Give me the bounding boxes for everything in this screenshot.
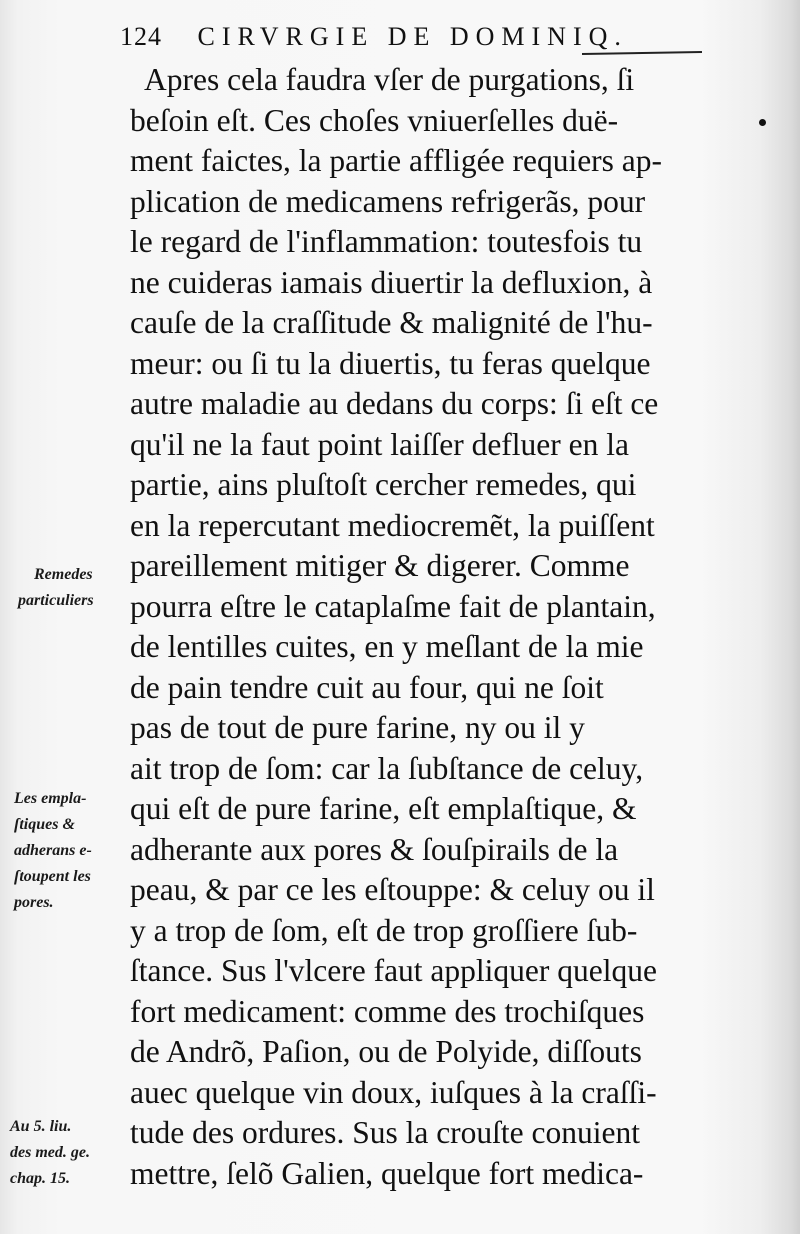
margin-note-reference xyxy=(10,1114,90,1192)
body-line: beſoin eſt. Ces choſes vniuerſelles duë- xyxy=(130,102,619,138)
body-line: en la repercutant mediocremẽt, la puiſſent xyxy=(130,507,655,543)
margin-note-line: chap. 15. xyxy=(10,1170,70,1187)
margin-note-line: Au 5. liu. xyxy=(10,1118,72,1135)
running-header xyxy=(120,22,720,56)
body-line: ment faictes, la partie affligée requiers ap- xyxy=(130,143,663,178)
body-line: ſtance. Sus l'vlcere faut appliquer quelque xyxy=(130,953,657,988)
body-line: autre maladie au dedans du corps: ſi eſt ce xyxy=(130,386,659,421)
body-line: qu'il ne la faut point laiſſer defluer en la xyxy=(130,426,629,462)
margin-note-line: particuliers xyxy=(18,592,94,609)
title-underline xyxy=(582,51,702,55)
page-number: 124 xyxy=(120,22,162,51)
body-line: de pain tendre cuit au four, qui ne ſoit xyxy=(130,669,604,705)
body-line: adherante aux pores & ſouſpirails de la xyxy=(130,831,619,867)
body-line: qui eſt de pure farine, eſt emplaſtique, & xyxy=(130,791,637,826)
body-line: pourra eſtre le cataplaſme fait de plantain, xyxy=(130,588,656,624)
margin-note-remedes xyxy=(18,562,94,614)
body-line: fort medicament: comme des trochiſques xyxy=(130,993,645,1029)
body-line: pareillement mitiger & digerer. Comme xyxy=(130,548,630,583)
body-line: cauſe de la craſſitude & malignité de l'hu- xyxy=(130,305,653,340)
margin-dot xyxy=(759,119,766,126)
body-line: plication de medicamens refrigerãs, pour xyxy=(130,183,646,219)
margin-note-line: adherans e- xyxy=(14,842,92,859)
body-line: peau, & par ce les eſtouppe: & celuy ou il xyxy=(130,872,655,907)
margin-note-line: Remedes xyxy=(34,566,93,583)
body-line: Apres cela faudra vſer de purgations, ſi xyxy=(144,62,635,97)
margin-note-line: ſtiques & xyxy=(14,816,75,833)
margin-note-line: pores. xyxy=(14,894,54,911)
margin-note-line: Les empla- xyxy=(14,790,87,807)
body-line: ne cuideras iamais diuertir la defluxion, à xyxy=(130,264,653,300)
body-line: ait trop de ſom: car la ſubſtance de celuy, xyxy=(130,750,644,786)
margin-note-line: ſtoupent les xyxy=(14,868,91,885)
body-line: y a trop de ſom, eſt de trop groſſiere ſub- xyxy=(130,912,638,948)
margin-note-line: des med. ge. xyxy=(10,1144,90,1161)
body-line: de Andrõ, Paſion, ou de Polyide, diſſouts xyxy=(130,1034,642,1069)
body-line: meur: ou ſi tu la diuertis, tu feras quelque xyxy=(130,345,651,381)
body-line: le regard de l'inflammation: toutesfois tu xyxy=(130,224,643,259)
body-line: pas de tout de pure farine, ny ou il y xyxy=(130,710,585,745)
margin-note-emplastiques xyxy=(14,786,92,916)
body-line: de lentilles cuites, en y meſlant de la mie xyxy=(130,629,644,664)
running-title: CIRVRGIE DE DOMINIQ. xyxy=(197,22,628,51)
body-line: tude des ordures. Sus la crouſte conuient xyxy=(130,1115,640,1150)
body-line: partie, ains pluſtoſt cercher remedes, qui xyxy=(130,467,637,502)
body-line: mettre, ſelõ Galien, quelque fort medica- xyxy=(130,1155,644,1191)
body-line: auec quelque vin doux, iuſques à la craſſi- xyxy=(130,1074,657,1110)
